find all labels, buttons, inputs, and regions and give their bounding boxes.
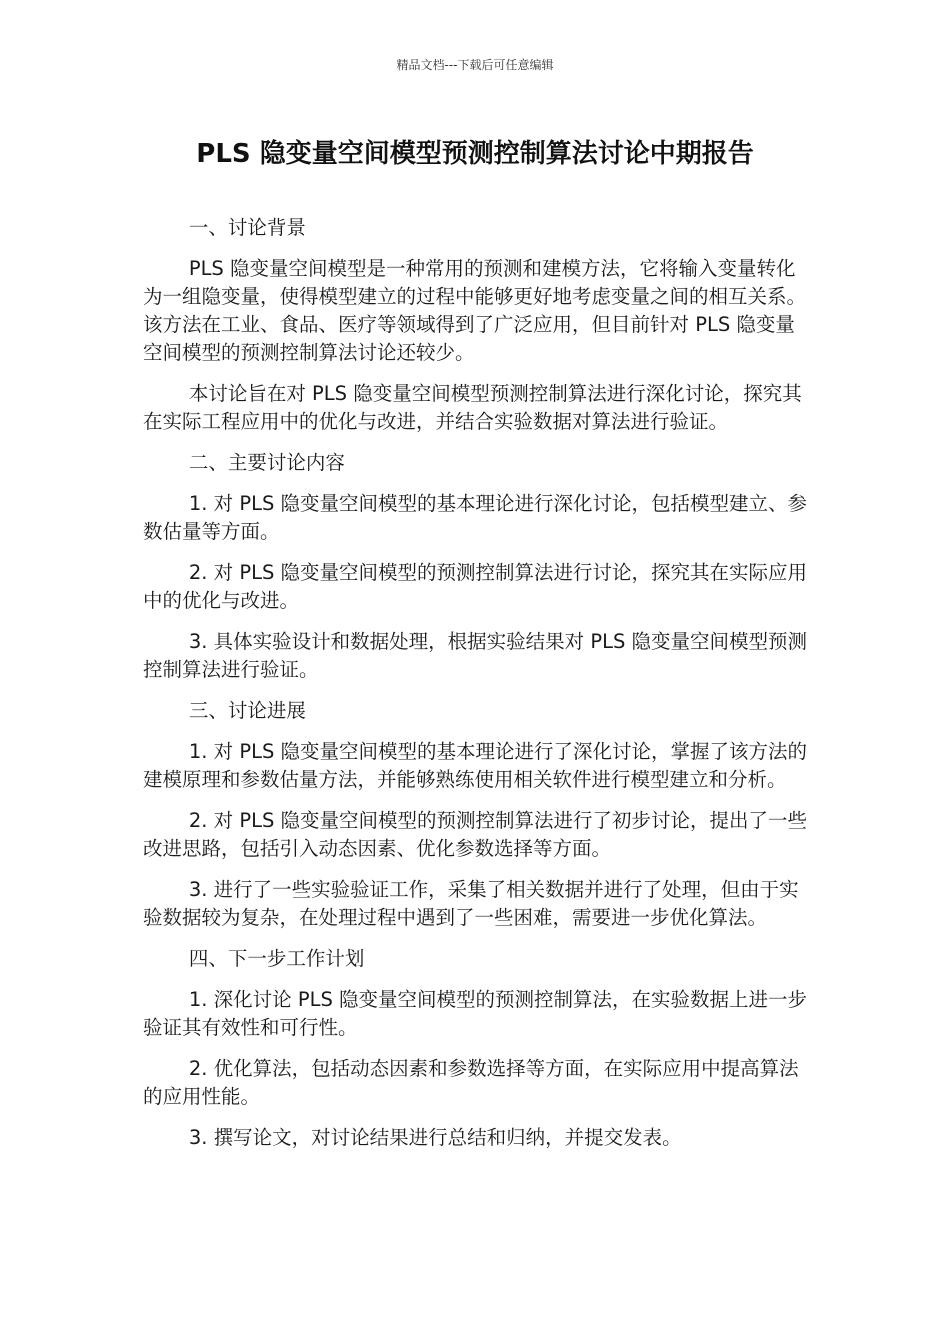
list-item-next-plan-2: 2. 优化算法，包括动态因素和参数选择等方面，在实际应用中提高算法的应用性能。 — [143, 1057, 799, 1108]
section-heading-next-plan: 四、下一步工作计划 — [188, 947, 365, 970]
page-header: 精品文档---下载后可任意编辑 — [396, 58, 554, 72]
list-item-main-content-3: 3. 具体实验设计和数据处理，根据实验结果对 PLS 隐变量空间模型预测控制算法进行验证。 — [143, 630, 808, 681]
list-item-next-plan-3: 3. 撰写论文，对讨论结果进行总结和归纳，并提交发表。 — [188, 1126, 682, 1149]
list-item-main-content-2: 2. 对 PLS 隐变量空间模型的预测控制算法进行讨论，探究其在实际应用中的优化与改进。 — [143, 561, 808, 612]
document-body — [143, 214, 808, 1165]
section-heading-main-content: 二、主要讨论内容 — [188, 451, 345, 474]
paragraph-background-2: 本讨论旨在对 PLS 隐变量空间模型预测控制算法进行深化讨论，探究其在实际工程应用中的优化与改进，并结合实验数据对算法进行验证。 — [143, 382, 802, 433]
list-item-progress-3: 3. 进行了一些实验验证工作，采集了相关数据并进行了处理，但由于实验数据较为复杂，在处理过程中遇到了一些困难，需要进一步优化算法。 — [143, 878, 799, 929]
list-item-progress-1: 1. 对 PLS 隐变量空间模型的基本理论进行了深化讨论，掌握了该方法的建模原理和参数估量方法，并能够熟练使用相关软件进行模型建立和分析。 — [143, 740, 808, 791]
list-item-progress-2: 2. 对 PLS 隐变量空间模型的预测控制算法进行了初步讨论，提出了一些改进思路，包括引入动态因素、优化参数选择等方面。 — [143, 809, 808, 860]
paragraph-background-1: PLS 隐变量空间模型是一种常用的预测和建模方法，它将输入变量转化为一组隐变量，使得模型建立的过程中能够更好地考虑变量之间的相互关系。该方法在工业、食品、医疗等领域得到了广泛应用，但目前针对 PLS 隐变量空间模型的预测控制算法讨论还较少。 — [143, 257, 807, 364]
section-heading-background: 一、讨论背景 — [188, 216, 306, 239]
document-title: PLS 隐变量空间模型预测控制算法讨论中期报告 — [196, 139, 754, 169]
list-item-main-content-1: 1. 对 PLS 隐变量空间模型的基本理论进行深化讨论，包括模型建立、参数估量等方面。 — [143, 492, 808, 543]
list-item-next-plan-1: 1. 深化讨论 PLS 隐变量空间模型的预测控制算法，在实验数据上进一步验证其有效性和可行性。 — [143, 988, 808, 1039]
section-heading-progress: 三、讨论进展 — [188, 699, 306, 722]
